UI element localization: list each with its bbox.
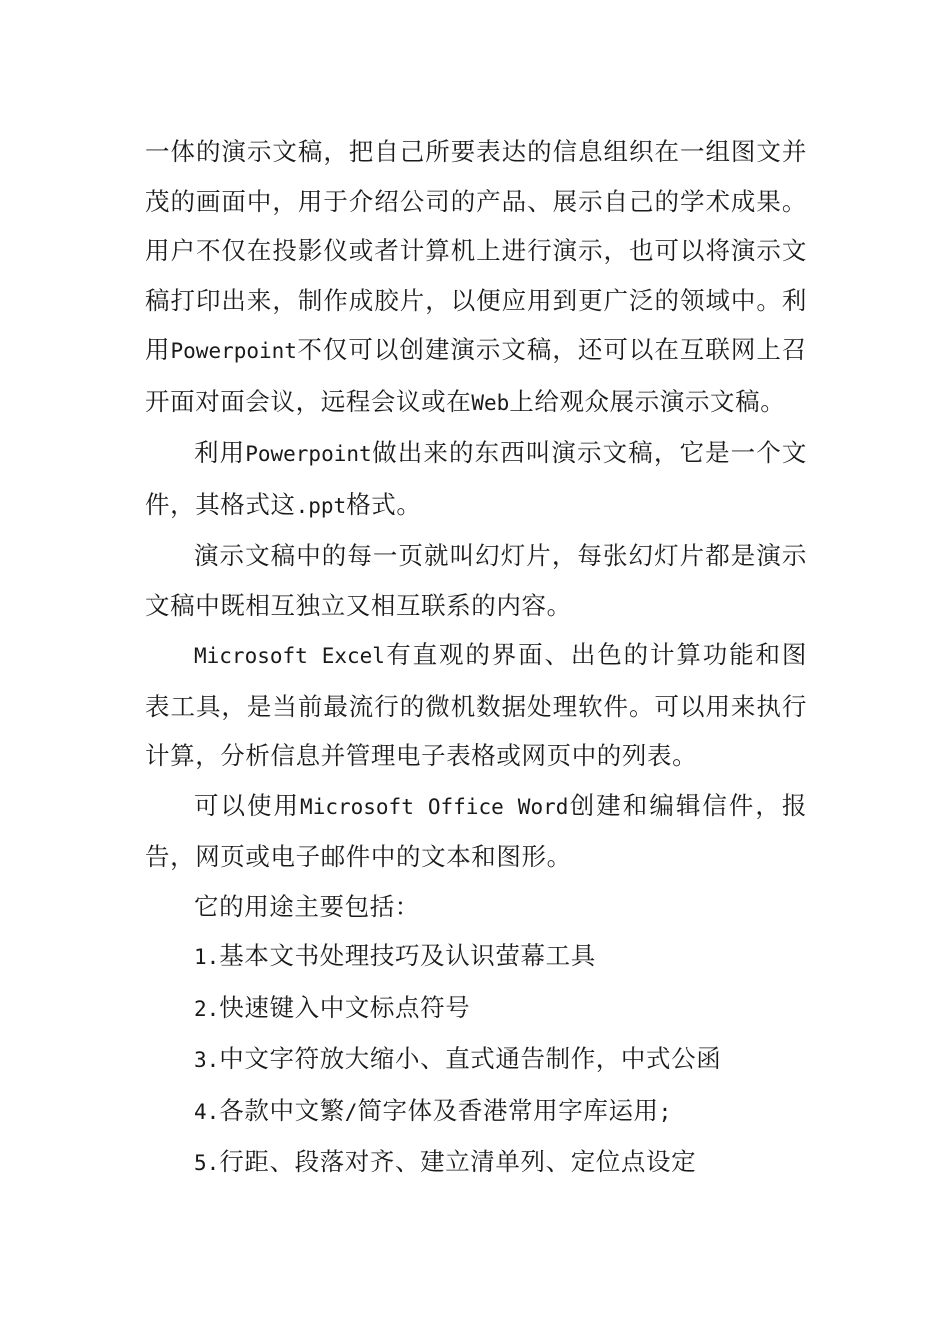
text-run: 格式。 — [346, 489, 422, 519]
list-number: 4. — [194, 1099, 220, 1124]
text-run: 各款中文繁 — [219, 1095, 345, 1125]
list-item-1 — [145, 931, 807, 983]
paragraph-uses-heading — [145, 882, 807, 932]
paragraph-powerpoint-file — [145, 428, 807, 531]
text-run-latin: / — [344, 1099, 358, 1124]
text-run: 简字体及香港常用字库运用 — [357, 1095, 659, 1125]
list-number: 5. — [194, 1151, 220, 1175]
text-run: 中文字符放大缩小、直式通告制作，中式公函 — [219, 1044, 722, 1073]
list-item-4 — [145, 1086, 807, 1138]
list-item-2 — [145, 983, 807, 1035]
text-run: 一体的演示文稿，把自己所要表达的信息组织在一组图文并茂的画面中，用于介绍公司的产品、展示自己的学术成果。用户不仅在投影仪或者计算机上进行演示，也可以将演示文稿打印出来，制作成胶片，以便应用到更广泛的领域中。利用 — [145, 137, 807, 364]
text-run-latin: Powerpoint — [245, 442, 372, 466]
list-number: 3. — [194, 1048, 220, 1072]
text-run-latin: ; — [658, 1099, 672, 1124]
list-item-3 — [145, 1034, 807, 1086]
paragraph-word — [145, 781, 807, 882]
text-run: 创建和编辑信件，报告，网页或电子邮件中的文本和图形。 — [145, 790, 807, 871]
paragraph-presentation-intro — [145, 127, 807, 428]
paragraph-excel — [145, 630, 807, 781]
paragraph-slides — [145, 531, 807, 630]
text-run-latin: Web — [471, 390, 510, 415]
text-run: 基本文书处理技巧及认识萤幕工具 — [219, 941, 596, 970]
text-run-latin: .ppt — [295, 493, 347, 518]
list-number: 1. — [194, 945, 220, 969]
text-run: 利用 — [194, 438, 246, 467]
text-run: 不仅可以创建演示文稿，还可以在互联网上召开面对面会议，远程会议或在 — [145, 335, 808, 416]
list-number: 2. — [194, 996, 220, 1021]
text-run: 演示文稿中的每一页就叫幻灯片，每张幻灯片都是演示文稿中既相互独立又相互联系的内容。 — [145, 541, 807, 620]
text-run: 有直观的界面、出色的计算功能和图表工具，是当前最流行的微机数据处理软件。可以用来执行计算，分析信息并管理电子表格或网页中的列表。 — [145, 640, 807, 770]
text-run: 做出来的东西叫演示文稿，它是一个文件，其格式这 — [145, 438, 807, 519]
text-run-latin: Powerpoint — [170, 339, 297, 363]
text-run: 它的用途主要包括： — [194, 891, 420, 921]
text-run: 行距、段落对齐、建立清单列、定位点设定 — [219, 1147, 697, 1176]
text-run: 上给观众展示演示文稿。 — [509, 386, 786, 416]
text-run-latin: Microsoft Office Word — [300, 794, 569, 819]
text-run-latin: Microsoft Excel — [194, 644, 385, 668]
list-item-5 — [145, 1137, 807, 1189]
text-run: 可以使用 — [194, 790, 301, 820]
document-body — [145, 127, 807, 1189]
text-run: 快速键入中文标点符号 — [219, 992, 471, 1022]
